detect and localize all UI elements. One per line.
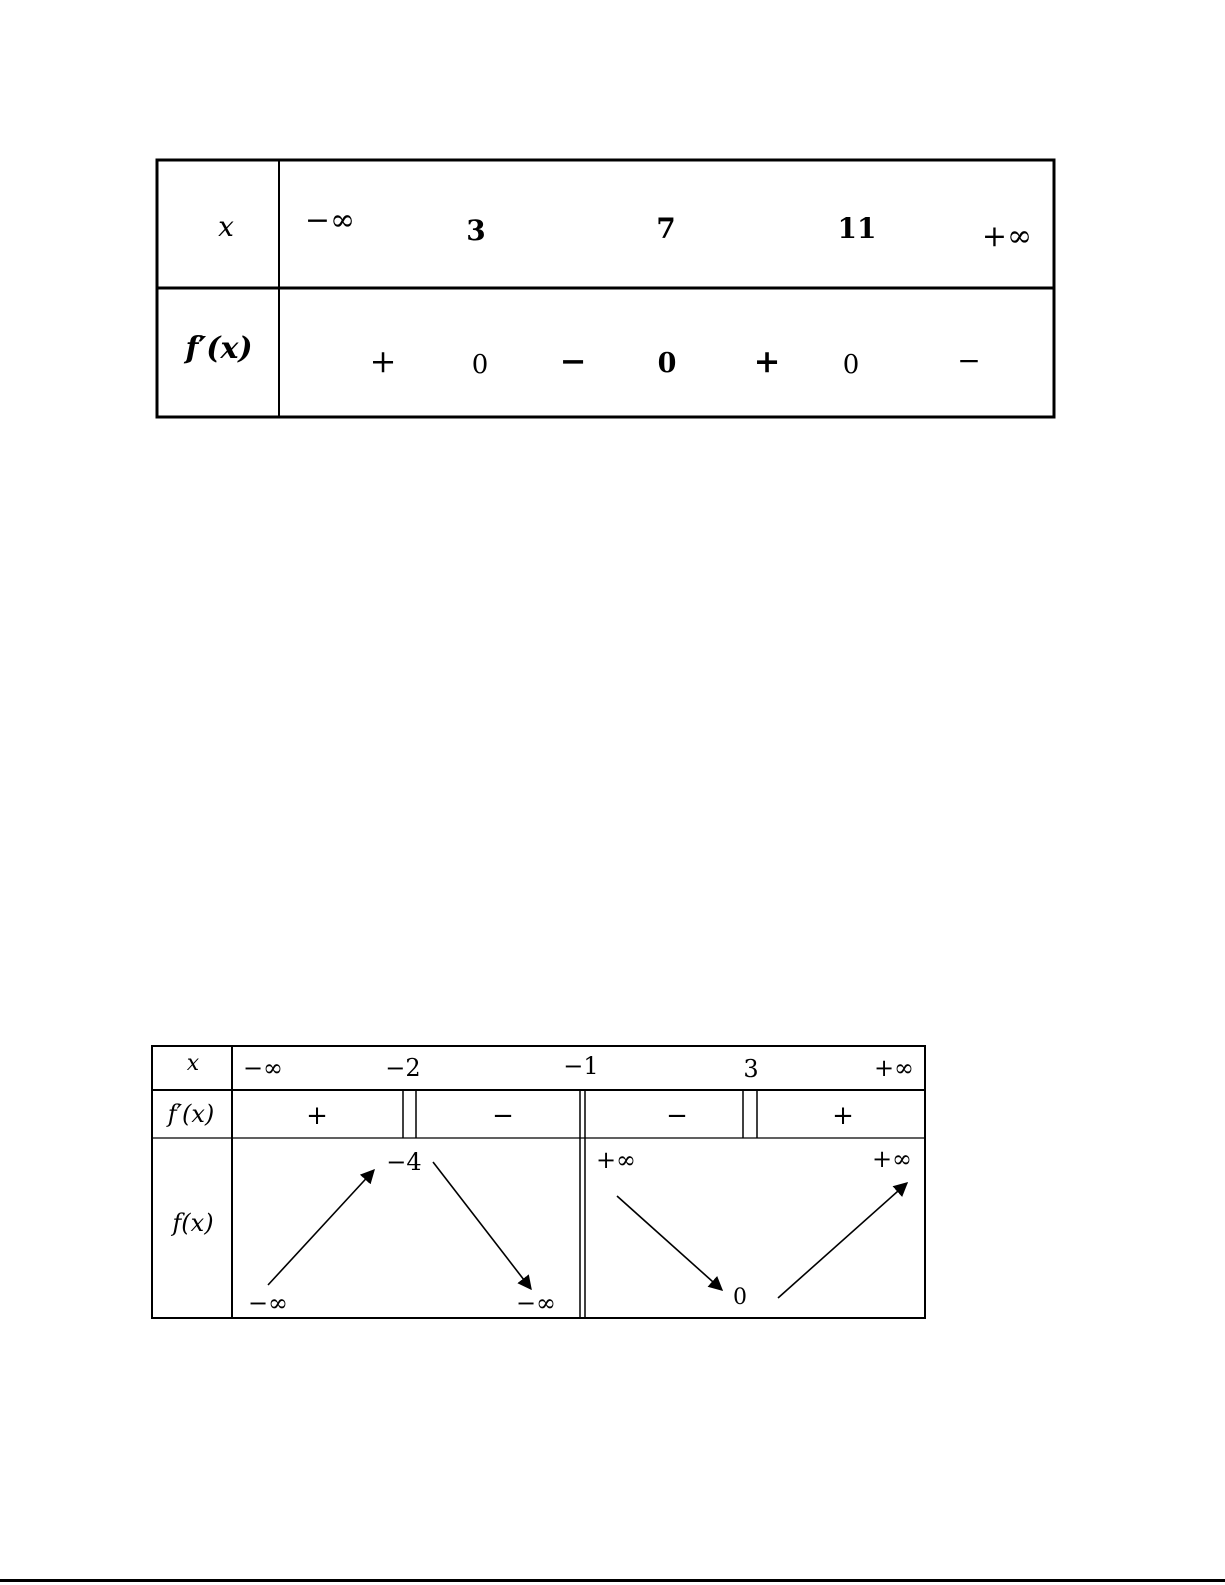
decreasing-arrow — [433, 1162, 531, 1289]
table-2-f-value: −4 — [386, 1148, 422, 1176]
table-1-fprime-sign: − — [957, 344, 981, 377]
sign-table-1 — [0, 0, 1225, 440]
increasing-arrow — [778, 1183, 907, 1298]
table-1-fprime-sign: 0 — [842, 350, 860, 380]
table-2-x-value: −1 — [563, 1052, 599, 1080]
table-2-x-header: x — [186, 1051, 200, 1076]
table-1-x-value: +∞ — [981, 219, 1033, 254]
table-2-fprime-sign: + — [832, 1101, 854, 1131]
table-2-fprime-sign: − — [666, 1101, 688, 1131]
table-1-x-value: −∞ — [304, 203, 356, 238]
table-2-variation-arrows — [268, 1162, 907, 1298]
table-1-grid — [157, 160, 1054, 417]
table-1-x-value: 3 — [466, 214, 486, 247]
table-1-fprime-sign: 0 — [471, 350, 489, 380]
table-2-fprime-sign: + — [306, 1101, 328, 1131]
variation-table-2 — [0, 1030, 1225, 1330]
table-2-x-value: −∞ — [242, 1054, 284, 1082]
table-2-f-value: −∞ — [247, 1289, 289, 1317]
table-1-fprime-sign: + — [753, 342, 781, 380]
table-2-fprime-header: f′(x) — [167, 1100, 215, 1128]
table-2-fprime-sign: − — [492, 1101, 514, 1131]
table-2-f-value: +∞ — [595, 1146, 637, 1174]
table-2-f-value: +∞ — [871, 1145, 913, 1173]
table-1-fprime-header: f′(x) — [185, 331, 253, 366]
table-2-x-value: 3 — [743, 1055, 759, 1083]
page-bottom-rule — [0, 1579, 1225, 1582]
table-1-fprime-sign: 0 — [657, 348, 677, 379]
table-2-f-value: −∞ — [515, 1289, 557, 1317]
table-1-x-value: 7 — [656, 212, 676, 245]
table-2-f-value: 0 — [733, 1285, 747, 1310]
table-2-x-value: +∞ — [873, 1054, 915, 1082]
table-1-x-header: x — [218, 210, 234, 243]
table-1-fprime-sign: + — [369, 342, 397, 380]
table-2-grid — [152, 1046, 925, 1318]
increasing-arrow — [268, 1170, 374, 1285]
table-1-fprime-sign: − — [559, 342, 587, 380]
decreasing-arrow — [617, 1196, 722, 1290]
table-2-x-value: −2 — [385, 1054, 421, 1082]
table-2-f-header: f(x) — [172, 1209, 214, 1237]
table-1-x-value: 11 — [837, 212, 877, 245]
